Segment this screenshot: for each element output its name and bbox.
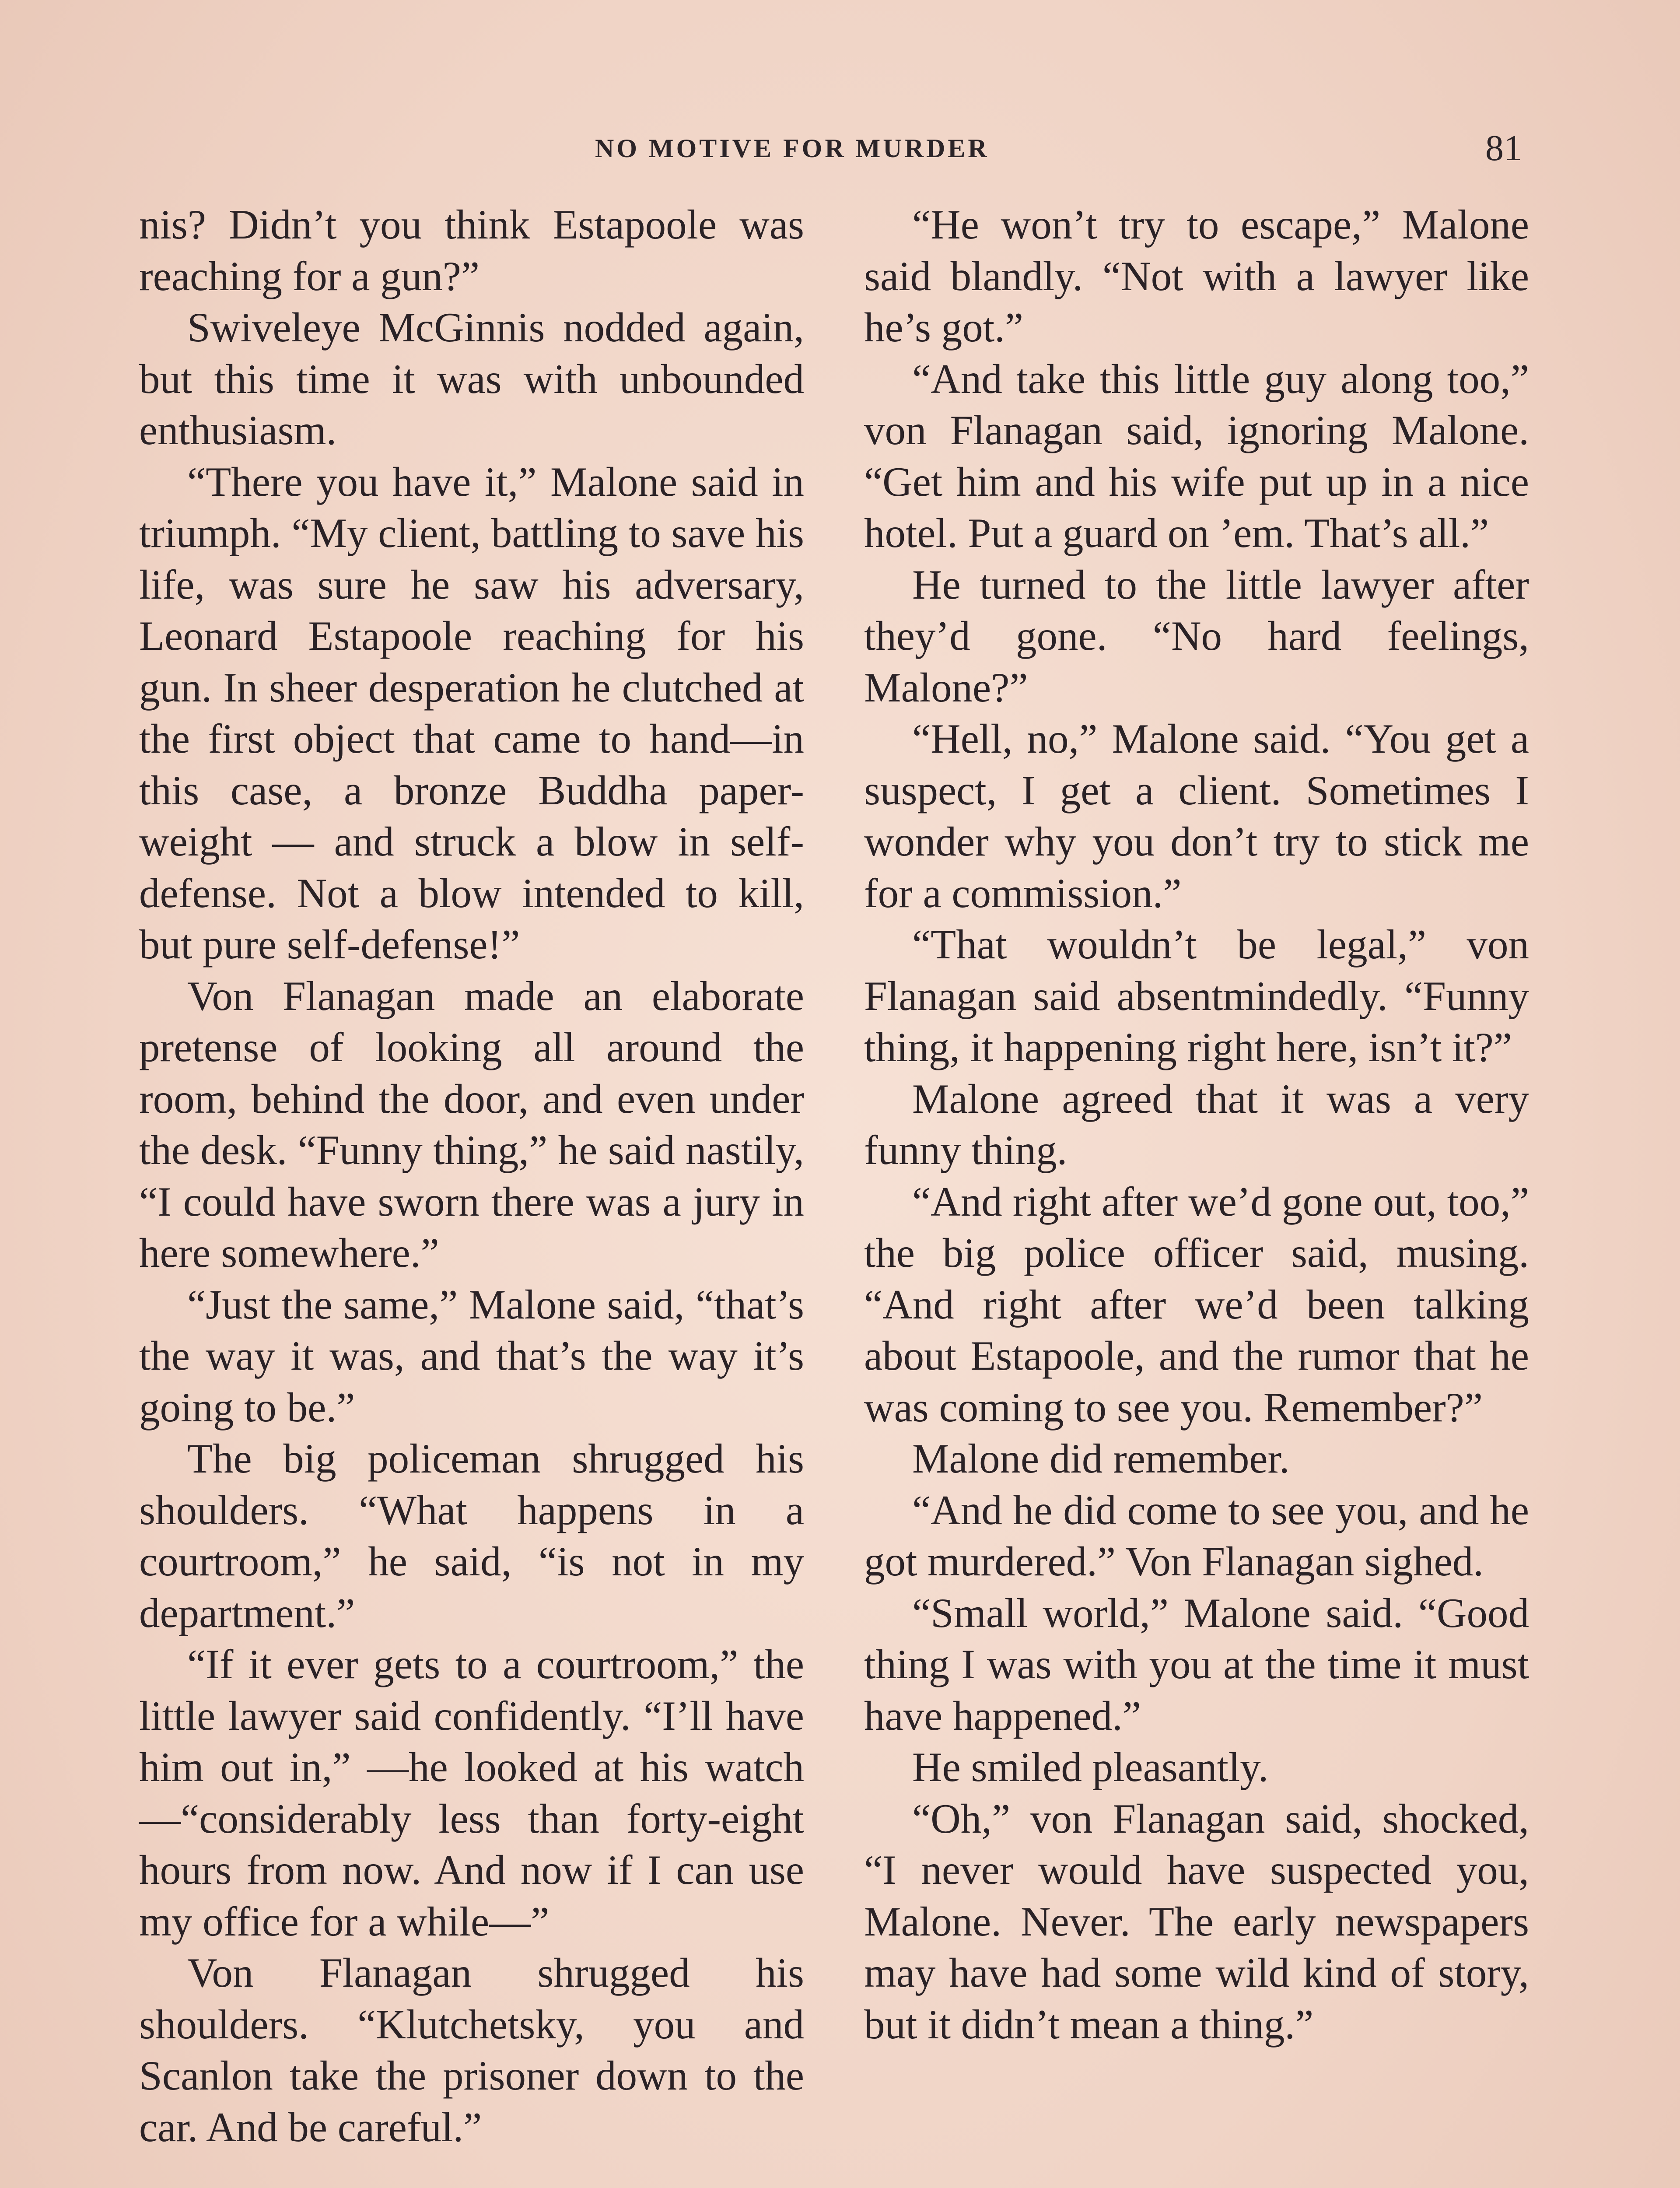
paragraph: “And right after we’d gone out, too,” the big police officer said, musing. “And right after we’d been talking about Estapoole, and the rumor that he was coming to see you. Remember?” (864, 1178, 1529, 1431)
paragraph: nis? Didn’t you think Estapoole was reaching for a gun?” (139, 201, 804, 299)
paragraph: Malone agreed that it was a very funny thing. (864, 1075, 1529, 1173)
right-column (864, 199, 1529, 2050)
paragraph: He smiled pleasantly. (912, 1744, 1269, 1790)
paragraph: “Oh,” von Flanagan said, shocked, “I never would have suspected you, Malone. Never. The early newspapers may have had some wild kind of story, but it didn’t mean a thing.” (864, 1795, 1529, 2048)
left-column (139, 199, 804, 2153)
page-number: 81 (1485, 128, 1522, 168)
paragraph: “He won’t try to escape,” Malone said blandly. “Not with a lawyer like he’s got.” (864, 201, 1529, 351)
paragraph: Malone did remember. (912, 1435, 1290, 1482)
paragraph: “And he did come to see you, and he got murdered.” Von Flanagan sighed. (864, 1487, 1529, 1585)
paragraph: “There you have it,” Malone said in triumph. “My client, battling to save his life, was sure he saw his adversary, Leonard Estapoole reaching for his gun. In sheer desperation he clutched at the first object that came to hand—in this case, a bronze Buddha paper-weight — and struck a blow in self-defense. Not a blow intended to kill, but pure self-defense!” (139, 458, 804, 968)
paragraph: Von Flanagan made an elaborate pretense of looking all around the room, behind the door, and even under the desk. “Funny thing,” he said nastily, “I could have sworn there was a jury in here somewhere.” (139, 972, 804, 1276)
running-title: NO MOTIVE FOR MURDER (595, 134, 990, 163)
paragraph: “And take this little guy along too,” von Flanagan said, ignoring Malone. “Get him and his wife put up in a nice hotel. Put a guard on ’em. That’s all.” (864, 355, 1529, 556)
paragraph: “Small world,” Malone said. “Good thing I was with you at the time it must have happened.” (864, 1589, 1529, 1739)
paragraph: He turned to the little lawyer after they’d gone. “No hard feelings, Malone?” (864, 561, 1529, 711)
paragraph: The big policeman shrugged his shoulders. “What happens in a courtroom,” he said, “is not in my department.” (139, 1435, 804, 1636)
paragraph: Swiveleye McGinnis nodded again, but this time it was with unbounded enthusiasm. (139, 304, 804, 453)
paragraph: “Hell, no,” Malone said. “You get a suspect, I get a client. Sometimes I wonder why you don’t try to stick me for a commission.” (864, 715, 1529, 916)
paragraph: “That wouldn’t be legal,” von Flanagan said absentmindedly. “Funny thing, it happening right here, isn’t it?” (864, 921, 1529, 1070)
paragraph: Von Flanagan shrugged his shoulders. “Klutchetsky, you and Scanlon take the prisoner down to the car. And be careful.” (139, 1950, 804, 2150)
paragraph: “If it ever gets to a courtroom,” the little lawyer said confidently. “I’ll have him out in,” —he looked at his watch—“considerably less than forty-eight hours from now. And now if I can use my office for a while—” (139, 1641, 804, 1945)
paragraph: “Just the same,” Malone said, “that’s the way it was, and that’s the way it’s going to be.” (139, 1281, 804, 1431)
